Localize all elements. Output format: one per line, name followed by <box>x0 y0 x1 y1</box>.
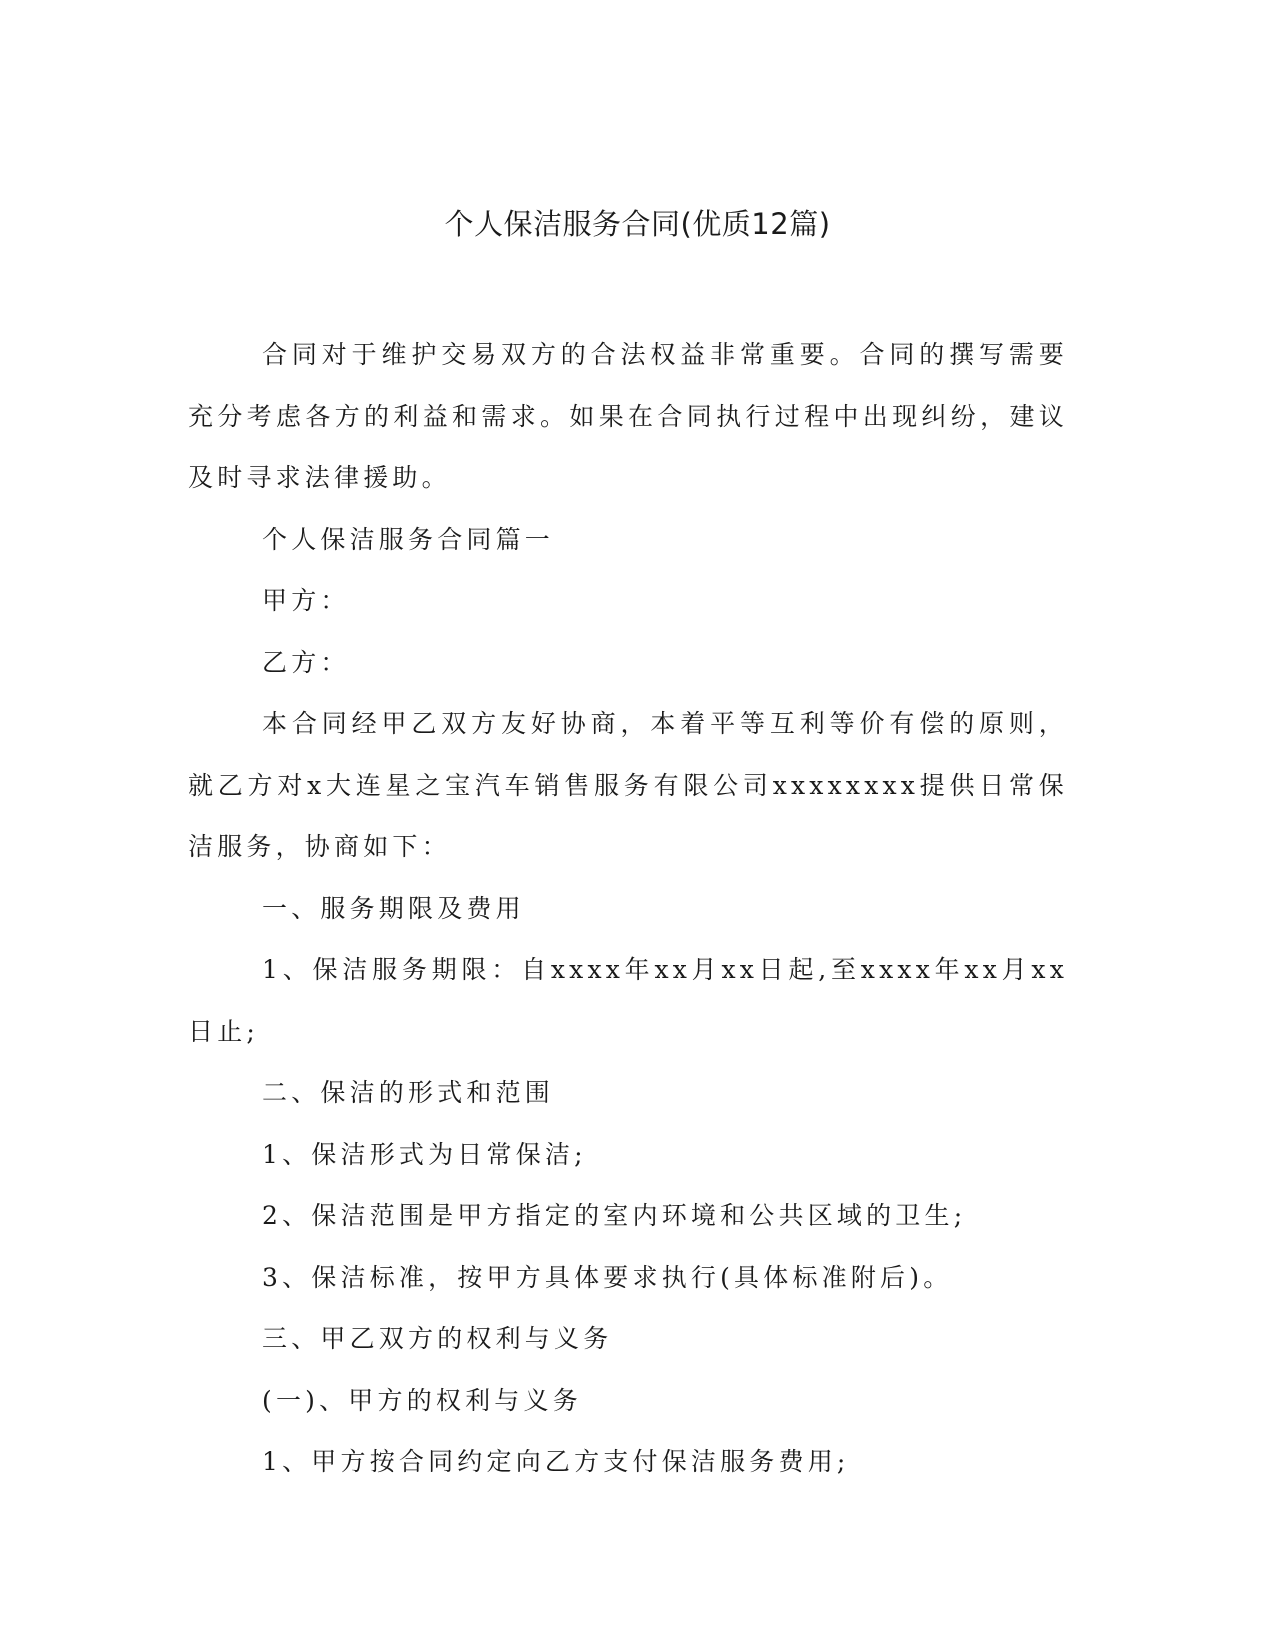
clause-heading-service-term: 一、服务期限及费用 <box>262 893 525 923</box>
document-title: 个人保洁服务合同(优质12篇) <box>444 207 831 241</box>
clause-heading-scope: 二、保洁的形式和范围 <box>262 1078 555 1107</box>
party-b-line: 乙方： <box>262 647 350 677</box>
clause-heading-rights: 三、甲乙双方的权利与义务 <box>262 1324 613 1353</box>
clause-service-period: 1、保洁服务期限：自xxxx年xx月xx日起,至xxxx年xx月xx日止; <box>188 955 1068 1046</box>
document-body <box>188 324 1068 1493</box>
section-heading-part-one: 个人保洁服务合同篇一 <box>262 524 555 554</box>
intro-paragraph: 合同对于维护交易双方的合法权益非常重要。合同的撰写需要充分考虑各方的利益和需求。如果在合同执行过程中出现纠纷，建议及时寻求法律援助。 <box>188 340 1068 492</box>
clause-party-a-payment: 1、甲方按合同约定向乙方支付保洁服务费用; <box>262 1447 850 1476</box>
clause-cleaning-form: 1、保洁形式为日常保洁; <box>262 1139 587 1169</box>
agreement-preamble: 本合同经甲乙双方友好协商，本着平等互利等价有偿的原则，就乙方对x大连星之宝汽车销售服务有限公司xxxxxxxx提供日常保洁服务，协商如下： <box>188 709 1068 861</box>
clause-cleaning-standard: 3、保洁标准，按甲方具体要求执行(具体标准附后)。 <box>262 1262 953 1292</box>
clause-cleaning-scope: 2、保洁范围是甲方指定的室内环境和公共区域的卫生; <box>262 1201 967 1230</box>
clause-subheading-party-a: (一)、甲方的权利与义务 <box>262 1385 582 1415</box>
party-a-line: 甲方： <box>262 586 350 615</box>
